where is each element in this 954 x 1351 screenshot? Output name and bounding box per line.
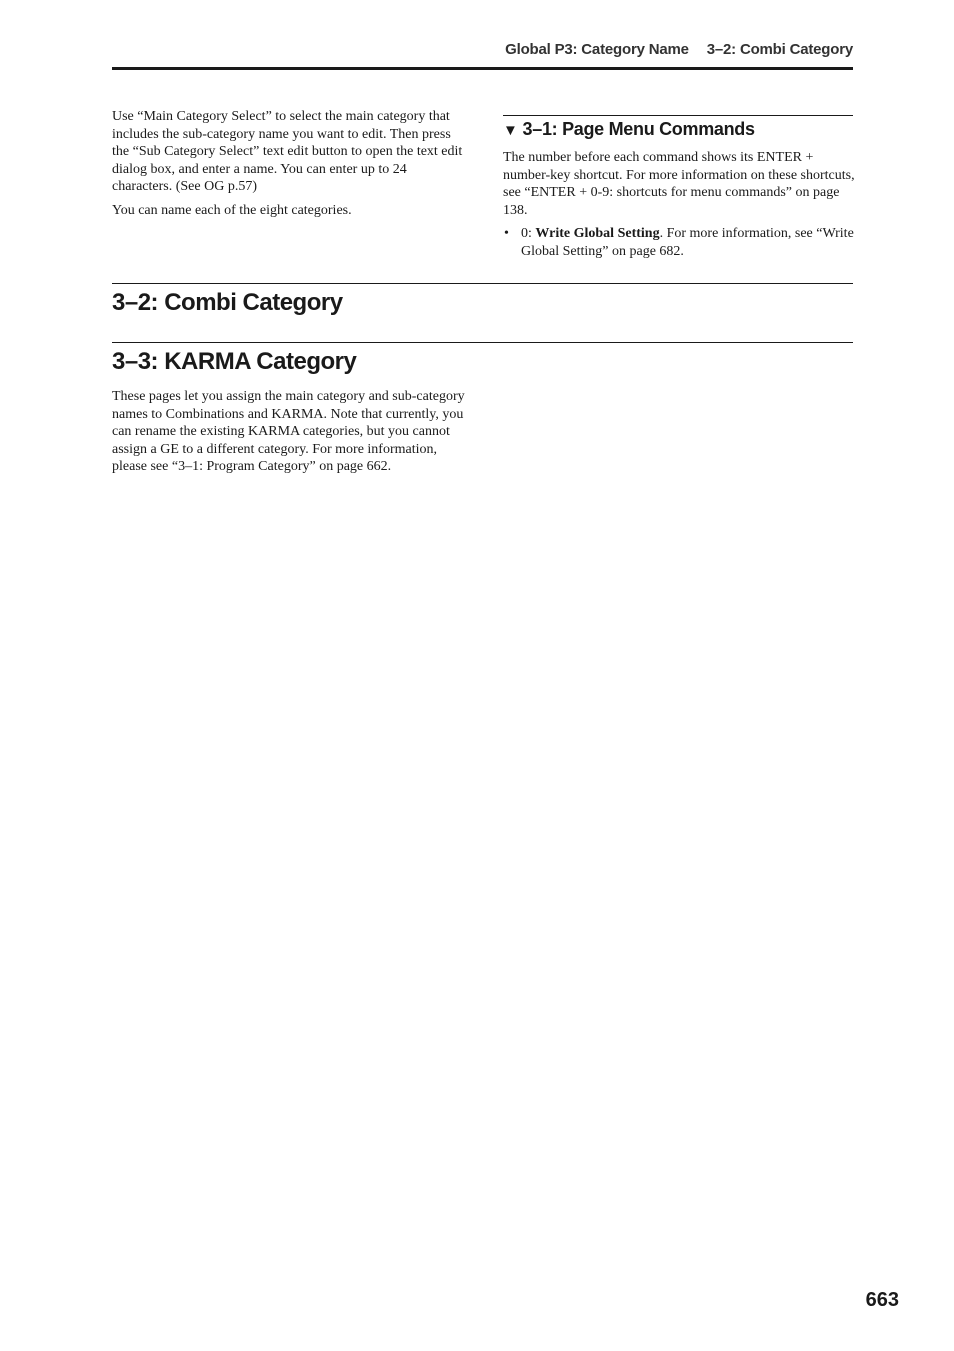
running-header <box>505 41 853 58</box>
karma-paragraph: These pages let you assign the main category and sub-category names to Combinations and KARMA. Note that currently, you can rename the existing KARMA categories, but you cannot assign a GE to a different category. For more information, please see “3–1: Program Category” on page 662. <box>112 389 465 475</box>
section-title-combi: 3–2: Combi Category <box>112 289 343 316</box>
intro-paragraph: Use “Main Category Select” to select the main category that includes the sub-category name you want to edit. Then press the “Sub Category Select” text edit button to open the text edit dialog box, and enter a name. You can enter up to 24 characters. (See OG p.57) <box>112 109 463 195</box>
command-number: 0: <box>521 226 536 242</box>
section-rule-karma <box>112 342 853 343</box>
triangle-marker-icon: ▼ <box>503 122 518 139</box>
categories-paragraph: You can name each of the eight categories. <box>112 203 352 219</box>
page-menu-heading <box>503 119 855 140</box>
section-title-karma: 3–3: KARMA Category <box>112 348 357 375</box>
karma-section-body <box>112 388 467 476</box>
page-menu-paragraph: The number before each command shows its ENTER + number-key shortcut. For more information on these shortcuts, see “ENTER + 0-9: shortcuts for menu commands” on page 138. <box>503 150 855 218</box>
command-list <box>503 225 855 260</box>
left-column <box>112 108 467 220</box>
section-rule-combi <box>112 283 853 284</box>
page-number: 663 <box>865 1289 899 1311</box>
bullet-icon: • <box>504 226 509 242</box>
page-menu-heading-text: 3–1: Page Menu Commands <box>522 119 755 139</box>
command-name: Write Global Setting <box>535 226 660 242</box>
header-rule <box>112 67 853 70</box>
header-section: 3–2: Combi Category <box>706 41 853 58</box>
header-chapter: Global P3: Category Name <box>505 41 689 58</box>
list-item <box>503 225 855 260</box>
right-column <box>503 115 855 261</box>
command-description: . For more information, see “Write Global Setting” on page 682. <box>521 226 854 259</box>
subheading-rule <box>503 115 853 116</box>
